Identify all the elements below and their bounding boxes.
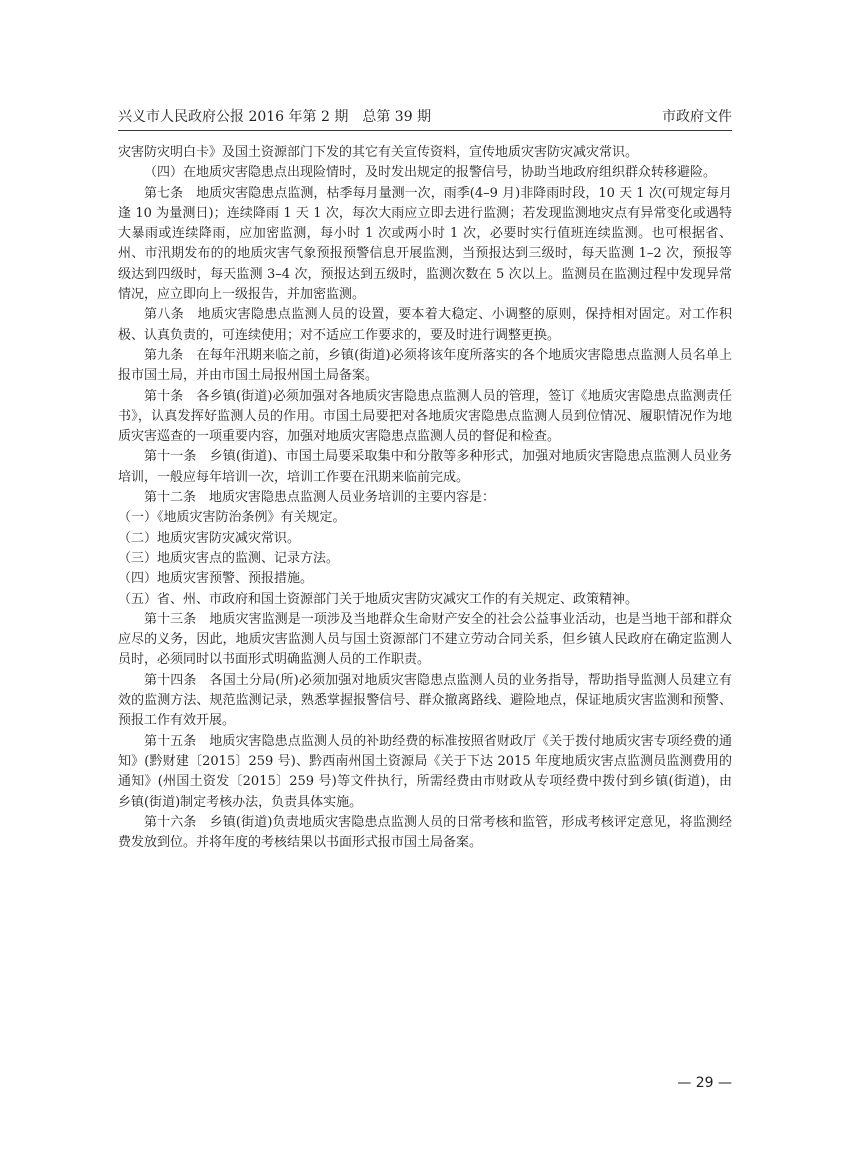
training-item-1: （一）《地质灾害防治条例》有关规定。: [118, 510, 346, 526]
article-10: 第十条 各乡镇(街道)必须加强对各地质灾害隐患点监测人员的管理，签订《地质灾害隐患点监测责任书》，认真发挥好监测人员的作用。市国土局要把对各地质灾害隐患点监测人员到位情况、履职情况作为地质灾害巡查的一项重要内容，加强对地质灾害隐患点监测人员的督促和检查。: [118, 388, 732, 445]
paragraph-item-4: （四）在地质灾害隐患点出现险情时，及时发出规定的报警信号，协助当地政府组织群众转移避险。: [144, 165, 717, 181]
article-16: 第十六条 乡镇(街道)负责地质灾害隐患点监测人员的日常考核和监管，形成考核评定意见，将监测经费发放到位。并将年度的考核结果以书面形式报市国土局备案。: [118, 814, 732, 851]
article-14: 第十四条 各国土分局(所)必须加强对地质灾害隐患点监测人员的业务指导，帮助指导监测人员建立有效的监测方法、规范监测记录，熟悉掌握报警信号、群众撤离路线、避险地点，保证地质灾害监测和预警、预报工作有效开展。: [118, 672, 732, 729]
article-8: 第八条 地质灾害隐患点监测人员的设置，要本着大稳定、小调整的原则，保持相对固定。对工作积极、认真负责的，可连续使用；对不适应工作要求的，要及时进行调整更换。: [118, 307, 732, 343]
training-item-2: （二）地质灾害防灾减灾常识。: [118, 530, 301, 546]
article-12: 第十二条 地质灾害隐患点监测人员业务培训的主要内容是：: [144, 490, 496, 506]
article-9: 第九条 在每年汛期来临之前，乡镇(街道)必须将该年度所落实的各个地质灾害隐患点监测人员名单上报市国土局，并由市国土局报州国土局备案。: [118, 347, 732, 384]
bulletin-title: 兴义市人民政府公报 2016 年第 2 期 总第 39 期: [118, 109, 432, 125]
article-7: 第七条 地质灾害隐患点监测，枯季每月量测一次，雨季(4–9 月)非降雨时段，10 天 1 次(可规定每月逢 10 为量测日)；连续降雨 1 天 1 次，每次大雨应立即去进行监测；若发现监测地灾点有异常变化或遇特大暴雨或连续降雨，应加密监测，每小时 1 次或两小时 1 次，必要时实行值班连续监测。也可根据省、州、市汛期发布的的地质灾害气象预报预警信息开展监测，当预报达到三级时，每天监测 1–2 次，预报等级达到四级时，每天监测 3–4 次，预报达到五级时，监测次数在 5 次以上。监测员在监测过程中发现异常情况，应立即向上一级报告，并加密监测。: [118, 185, 732, 303]
page-header: [118, 100, 732, 131]
training-item-5: （五）省、州、市政府和国土资源部门关于地质灾害防灾减灾工作的有关规定、政策精神。: [118, 591, 639, 607]
article-11: 第十一条 乡镇(街道)、市国土局要采取集中和分散等多种形式，加强对地质灾害隐患点监测人员业务培训，一般应每年培训一次，培训工作要在汛期来临前完成。: [118, 449, 732, 485]
training-item-4: （四）地质灾害预警、预报措施。: [118, 571, 314, 587]
training-item-3: （三）地质灾害点的监测、记录方法。: [118, 550, 340, 566]
section-title: 市政府文件: [662, 109, 732, 125]
article-15: 第十五条 地质灾害隐患点监测人员的补助经费的标准按照省财政厅《关于拨付地质灾害专项经费的通知》(黔财建〔2015〕259 号)、黔西南州国土资源局《关于下达 2015 年度地质灾害点监测员监测费用的通知》(州国土资发〔2015〕259 号)等文件执行，所需经费由市财政从专项经费中拨付到乡镇(街道)，由乡镇(街道)制定考核办法，负责具体实施。: [118, 733, 732, 810]
article-13: 第十三条 地质灾害监测是一项涉及当地群众生命财产安全的社会公益事业活动，也是当地干部和群众应尽的义务，因此，地质灾害监测人员与国土资源部门不建立劳动合同关系，但乡镇人民政府在确定监测人员时，必须同时以书面形式明确监测人员的工作职责。: [118, 611, 732, 668]
page-number: — 29 —: [677, 1075, 732, 1091]
document-body: [118, 143, 732, 853]
paragraph-continuation: 灾害防灾明白卡》及国土资源部门下发的其它有关宣传资料，宣传地质灾害防灾减灾常识。: [118, 145, 639, 160]
